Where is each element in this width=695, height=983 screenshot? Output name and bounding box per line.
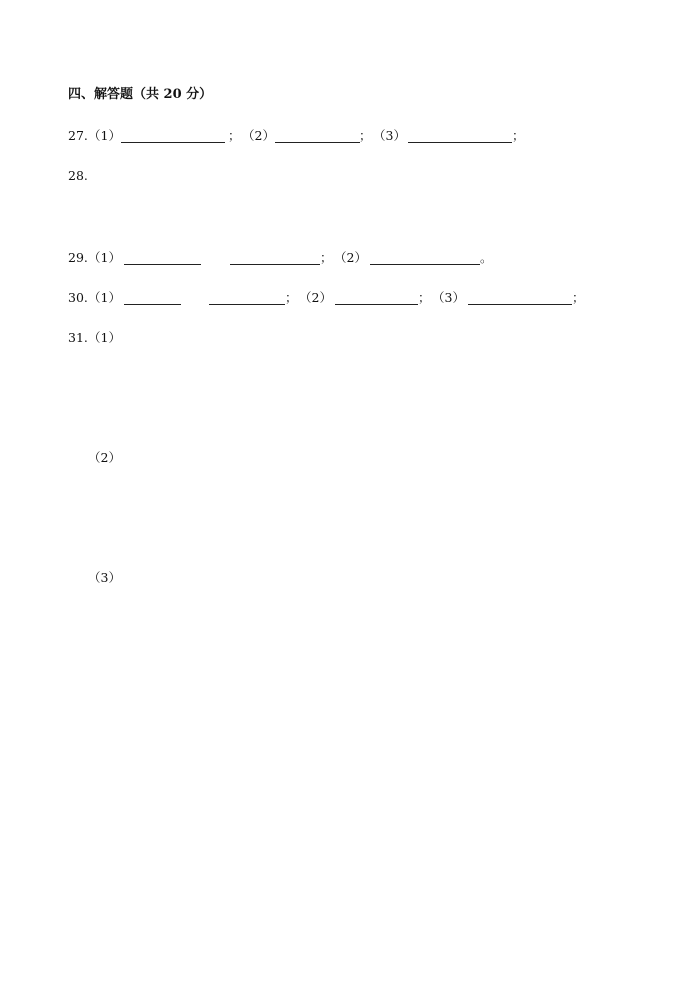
answer-blank[interactable] — [275, 142, 360, 143]
answer-blank[interactable] — [124, 304, 181, 305]
question-number: 30. — [68, 290, 88, 305]
part-label: （2） — [334, 250, 367, 265]
answer-blank[interactable] — [370, 264, 480, 265]
separator: ； — [512, 128, 525, 143]
separator: ； — [228, 128, 241, 143]
part-label: （1） — [88, 250, 121, 265]
answer-blank[interactable] — [124, 264, 201, 265]
question-number: 29. — [68, 250, 88, 265]
part-label: （3） — [373, 128, 406, 143]
part-label: （3） — [88, 570, 121, 585]
answer-blank[interactable] — [468, 304, 572, 305]
separator: ； — [418, 290, 431, 305]
answer-blank[interactable] — [121, 142, 225, 143]
separator: ； — [359, 128, 372, 143]
question-number: 28. — [68, 168, 88, 183]
separator: ； — [320, 250, 333, 265]
section-heading: 四、解答题（共 20 分） — [68, 87, 213, 102]
answer-blank[interactable] — [230, 264, 320, 265]
end-mark: 。 — [480, 250, 493, 265]
question-number: 31. — [68, 330, 88, 345]
part-label: （1） — [88, 330, 121, 345]
part-label: （2） — [242, 128, 275, 143]
part-label: （1） — [88, 290, 121, 305]
separator: ； — [572, 290, 585, 305]
answer-blank[interactable] — [209, 304, 285, 305]
part-label: （2） — [88, 450, 121, 465]
answer-blank[interactable] — [335, 304, 418, 305]
answer-blank[interactable] — [408, 142, 512, 143]
separator: ； — [285, 290, 298, 305]
part-label: （1） — [88, 128, 121, 143]
question-number: 27. — [68, 128, 88, 143]
part-label: （3） — [432, 290, 465, 305]
part-label: （2） — [299, 290, 332, 305]
